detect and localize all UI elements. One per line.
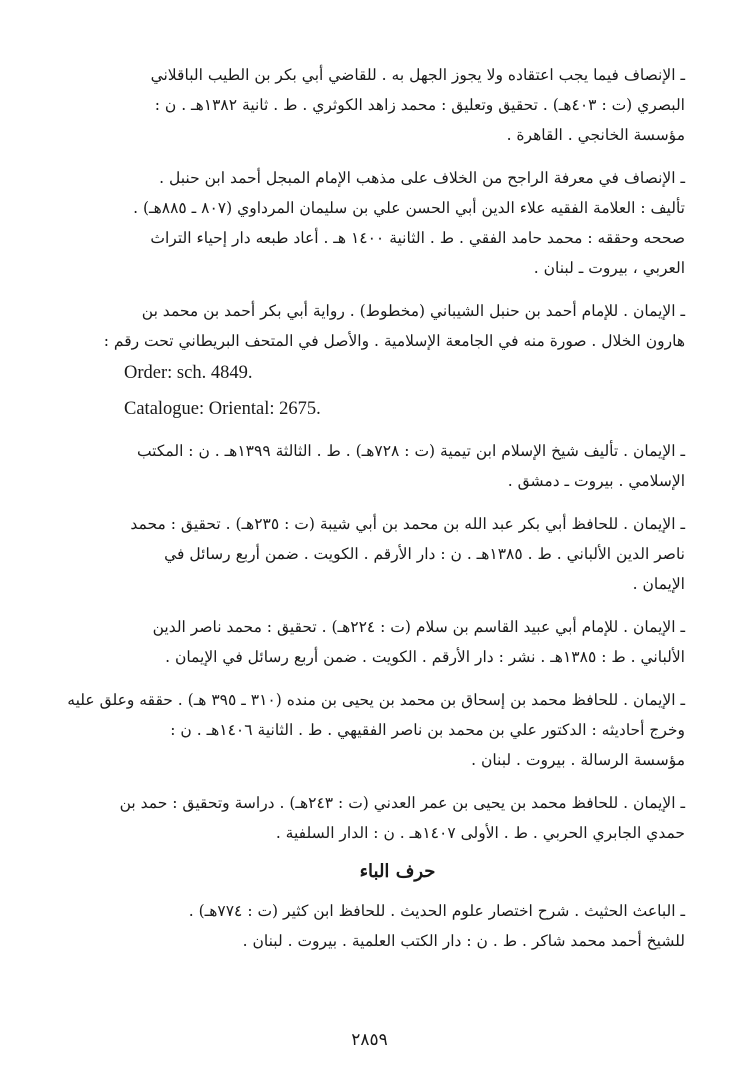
bibliography-entry	[110, 896, 685, 956]
bibliography-entry	[110, 788, 685, 848]
entry-line: وخرج أحاديثه : الدكتور علي بن محمد بن ناصر الفقيهي . ط . الثانية ١٤٠٦هـ . ن :	[170, 721, 685, 739]
bibliography-entry	[110, 612, 685, 672]
entry-line: ـ الإيمان . للإمام أحمد بن حنبل الشيباني (مخطوط) . رواية أبي بكر أحمد بن محمد بن	[141, 302, 685, 320]
manuscript-catalogue-ref: Catalogue: Oriental: 2675.	[124, 399, 321, 419]
entry-line: ـ الإيمان . للحافظ محمد بن يحيى بن عمر العدني (ت : ٢٤٣هـ) . دراسة وتحقيق : حمد بن	[119, 794, 685, 812]
bibliography-page	[67, 60, 685, 969]
entry-line: ـ الإنصاف في معرفة الراجح من الخلاف على مذهب الإمام المبجل أحمد ابن حنبل .	[159, 169, 685, 187]
bibliography-entry	[110, 509, 685, 599]
entry-line: ـ الإنصاف فيما يجب اعتقاده ولا يجوز الجهل به . للقاضي أبي بكر بن الطيب الباقلاني	[150, 66, 685, 84]
entry-line: الألباني . ط : ١٣٨٥هـ . نشر : دار الأرقم . الكويت . ضمن أربع رسائل في الإيمان .	[165, 648, 685, 666]
bibliography-entry	[110, 60, 685, 150]
entry-line: حمدي الجابري الحربي . ط . الأولى ١٤٠٧هـ . ن : الدار السلفية .	[275, 824, 685, 842]
entry-line: ناصر الدين الألباني . ط . ١٣٨٥هـ . ن : دار الأرقم . الكويت . ضمن أربع رسائل في	[164, 545, 685, 563]
entry-line: هارون الخلال . صورة منه في الجامعة الإسلامية . والأصل في المتحف البريطاني تحت رقم :	[103, 332, 685, 350]
entry-line: مؤسسة الرسالة . بيروت . لبنان .	[471, 751, 685, 769]
bibliography-entry	[110, 163, 685, 283]
entry-line: العربي ، بيروت ـ لبنان .	[533, 259, 685, 277]
entry-line: مؤسسة الخانجي . القاهرة .	[506, 126, 685, 144]
entry-line: الإسلامي . بيروت ـ دمشق .	[507, 472, 685, 490]
page-number: ٢٨٥٩	[351, 1030, 388, 1050]
entry-line: ـ الإيمان . للإمام أبي عبيد القاسم بن سلام (ت : ٢٢٤هـ) . تحقيق : محمد ناصر الدين	[152, 618, 685, 636]
section-heading: حرف الباء	[359, 861, 436, 882]
entry-line: تأليف : العلامة الفقيه علاء الدين أبي الحسن علي بن سليمان المرداوي (٨٠٧ ـ ٨٨٥هـ) .	[133, 199, 685, 217]
entry-line: ـ الباعث الحثيث . شرح اختصار علوم الحديث . للحافظ ابن كثير (ت : ٧٧٤هـ) .	[188, 902, 685, 920]
bibliography-entry	[110, 436, 685, 496]
entry-line: ـ الإيمان . للحافظ أبي بكر عبد الله بن محمد بن أبي شيبة (ت : ٢٣٥هـ) . تحقيق : محمد	[130, 515, 685, 533]
entry-line: البصري (ت : ٤٠٣هـ) . تحقيق وتعليق : محمد زاهد الكوثري . ط . ثانية ١٣٨٢هـ . ن :	[154, 96, 685, 114]
bibliography-entry	[103, 296, 685, 356]
entry-line: للشيخ أحمد محمد شاكر . ط . ن : دار الكتب العلمية . بيروت . لبنان .	[242, 932, 685, 950]
entry-line: ـ الإيمان . تأليف شيخ الإسلام ابن تيمية (ت : ٧٢٨هـ) . ط . الثالثة ١٣٩٩هـ . ن : المكتب	[136, 442, 685, 460]
entry-line: ـ الإيمان . للحافظ محمد بن إسحاق بن محمد بن يحيى بن منده (٣١٠ ـ ٣٩٥ هـ) . حققه وعلق عليه	[67, 691, 685, 709]
entry-line: صححه وحققه : محمد حامد الفقي . ط . الثانية ١٤٠٠ هـ . أعاد طبعه دار إحياء التراث	[150, 229, 685, 247]
bibliography-entry	[67, 685, 685, 775]
manuscript-order-ref: Order: sch. 4849.	[124, 363, 253, 383]
entry-line: الإيمان .	[632, 575, 685, 593]
